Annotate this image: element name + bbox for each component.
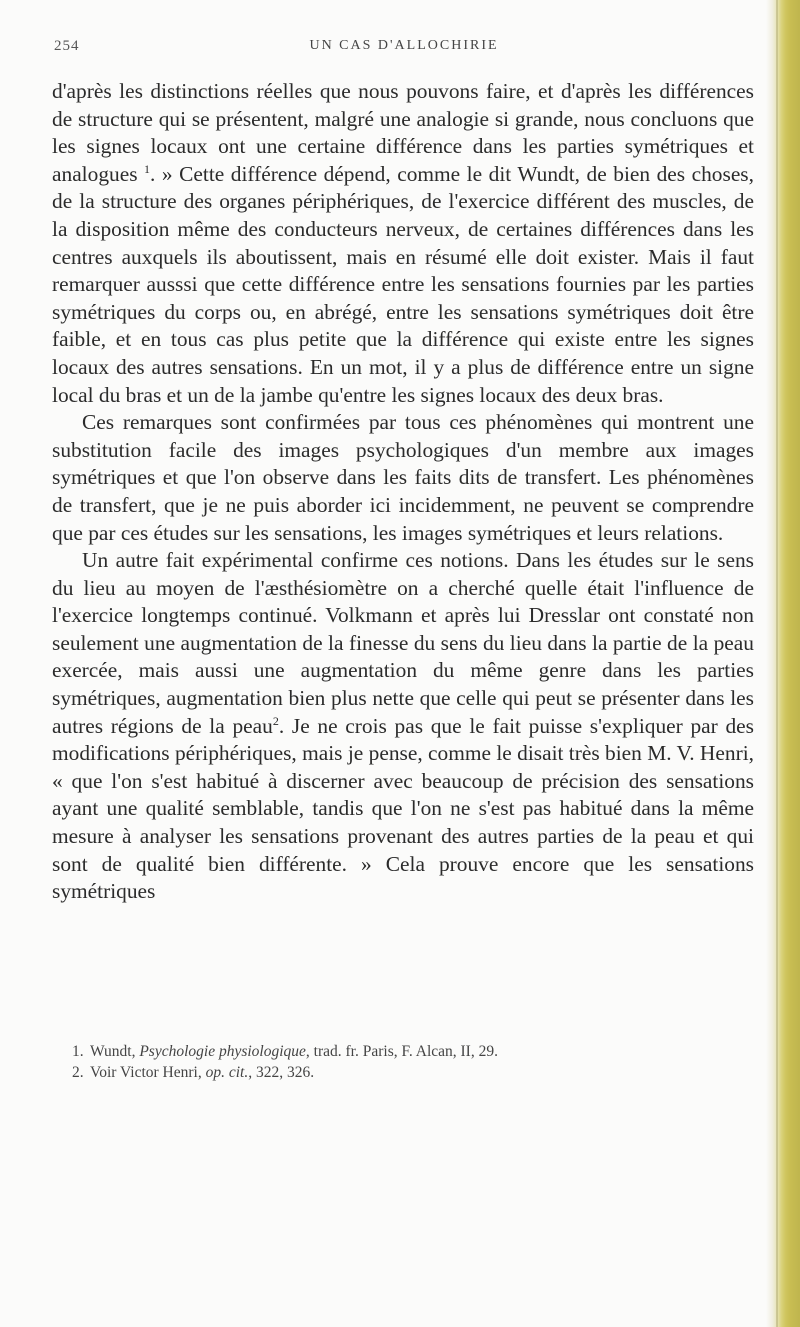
paragraph-1 bbox=[52, 78, 754, 409]
footnotes bbox=[72, 1041, 752, 1083]
footnote-2-title: op. cit. bbox=[205, 1064, 249, 1081]
page-number: 254 bbox=[54, 38, 80, 54]
footnote-2 bbox=[72, 1062, 752, 1083]
footnote-2-details: , 322, 326. bbox=[248, 1064, 315, 1081]
paragraph-2 bbox=[52, 409, 754, 547]
paragraph-2-text: Ces remarques sont confirmées par tous ces phénomènes qui montrent une substitution facile des images psychologiques d'un membre aux images symétriques et que l'on observe dans les faits dits de transfert. Les phénomènes de transfert, que je ne puis aborder ici incidemment, ne peuvent se comprendre que par ces études sur les sensations, les images symétriques et leurs relations. bbox=[52, 410, 754, 545]
footnote-1-number: 1. bbox=[72, 1043, 84, 1060]
footnote-2-author: Voir Victor Henri, bbox=[90, 1064, 206, 1081]
footnote-1-title: Psychologie physiologique bbox=[139, 1043, 306, 1060]
paragraph-3-text-a: Un autre fait expérimental confirme ces notions. Dans les études sur le sens du lieu au moyen de l'æsthésiomètre on a cherché quelle était l'influence de l'exercice longtemps continué. Volkmann et après lui Dresslar ont constaté non seulement une augmentation de la finesse du sens du lieu dans la partie de la peau exercée, mais aussi une augmentation du même genre dans les parties symétriques, augmentation bien plus nette que celle qui peut se présenter dans les autres régions de la peau bbox=[52, 548, 754, 738]
paragraph-1-text-b: . » Cette différence dépend, comme le dit Wundt, de bien des choses, de la structure des organes périphériques, de l'exercice différent des muscles, de la disposition même des conducteurs nerveux, de certaines différences dans les centres auxquels ils aboutissent, mais en résumé elle doit exister. Mais il faut remarquer ausssi que cette différence entre les sensations fournies par les parties symétriques du corps ou, en abrégé, entre les sensations symétriques doit être faible, et en tous cas plus petite que la différence qui existe entre les signes locaux des autres sensations. En un mot, il y a plus de différence entre un signe local du bras et un de la jambe qu'entre les signes locaux des deux bras. bbox=[52, 161, 754, 407]
footnote-ref-1: 1 bbox=[144, 161, 151, 176]
footnote-1 bbox=[72, 1041, 752, 1062]
footnote-ref-2: 2 bbox=[272, 713, 279, 728]
book-spine-edge bbox=[766, 0, 800, 1327]
paragraph-3-text-b: . Je ne crois pas que le fait puisse s'expliquer par des modifications périphériques, mais je pense, comme le disait très bien M. V. Henri, « que l'on s'est habitué à discerner avec beaucoup de précision des sensations ayant une qualité semblable, tandis que l'on ne s'est pas habitué dans la même mesure à analyser les sensations provenant des autres parties de la peau et qui sont de qualité bien différente. » Cela prouve encore que les sensations symétriques bbox=[52, 713, 754, 904]
footnote-1-author: Wundt, bbox=[90, 1043, 140, 1060]
body-text bbox=[52, 78, 754, 906]
spine-shadow-line bbox=[776, 0, 778, 1327]
paragraph-3 bbox=[52, 547, 754, 906]
running-title: UN CAS D'ALLOCHIRIE bbox=[309, 38, 499, 53]
page-header bbox=[54, 38, 754, 60]
footnote-1-details: , trad. fr. Paris, F. Alcan, II, 29. bbox=[305, 1043, 498, 1060]
footnote-2-number: 2. bbox=[72, 1064, 84, 1081]
paragraph-1-text-a: d'après les distinctions réelles que nous pouvons faire, et d'après les différences de structure qui se présentent, malgré une analogie si grande, nous concluons que les signes locaux ont une certaine différence dans les parties symétriques et analogues bbox=[52, 79, 754, 186]
